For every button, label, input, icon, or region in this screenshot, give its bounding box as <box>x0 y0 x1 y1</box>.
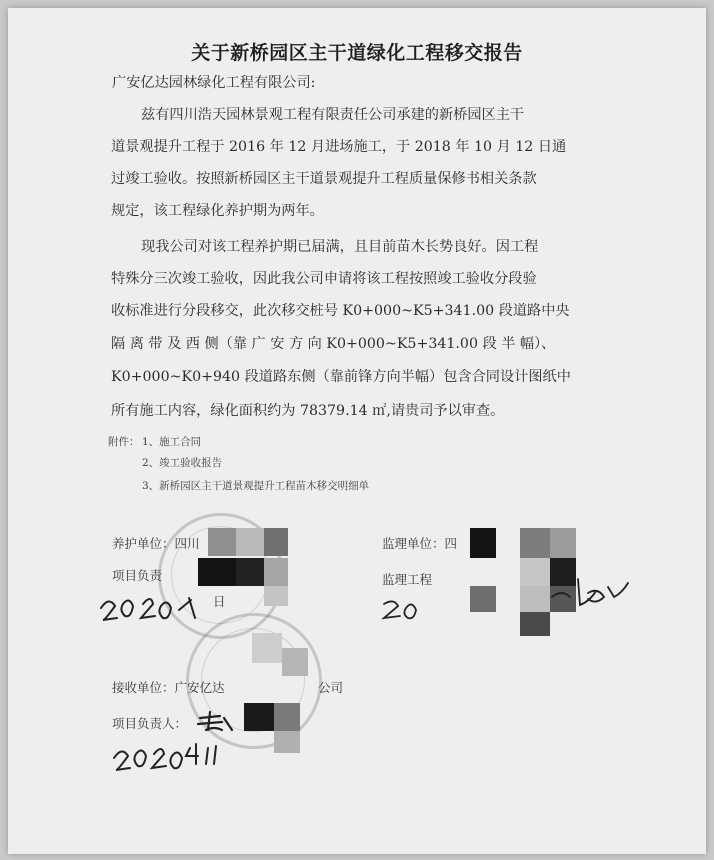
body-line: 规定，该工程绿化养护期为两年。 <box>111 203 324 219</box>
body-line: 过竣工验收。按照新桥园区主干道景观提升工程质量保修书相关条款 <box>111 171 537 187</box>
maintenance-unit-label: 养护单位：四川 <box>112 536 200 551</box>
body-line: 道景观提升工程于 2016 年 12 月进场施工，于 2018 年 10 月 12 日通 <box>111 139 567 155</box>
receiving-unit-suffix: 公司 <box>318 680 344 695</box>
document-title: 关于新桥园区主干道绿化工程移交报告 <box>191 42 523 64</box>
supervision-engineer-label: 监理工程 <box>382 572 433 587</box>
body-line: 所有施工内容，绿化面积约为 78379.14 ㎡,请贵司予以审查。 <box>111 403 505 419</box>
handwritten-date-signature <box>93 586 233 626</box>
handwritten-date-signature <box>108 738 248 778</box>
document-page <box>8 8 706 854</box>
attachment-item: 1、施工合同 <box>142 436 202 448</box>
recipient-line: 广安亿达园林绿化工程有限公司: <box>112 75 316 91</box>
body-line: 兹有四川浩天园林景观工程有限责任公司承建的新桥园区主干 <box>141 107 525 123</box>
handwritten-signature <box>548 573 638 613</box>
handwritten-signature <box>378 594 438 624</box>
body-line: 现我公司对该工程养护期已届满，且目前苗木长势良好。因工程 <box>141 239 539 255</box>
supervision-unit-label: 监理单位：四 <box>382 536 458 551</box>
attachment-item: 3、新桥园区主干道景观提升工程苗木移交明细单 <box>142 480 370 492</box>
receiving-unit-label: 接收单位：广安亿达 <box>112 680 225 695</box>
project-manager-label: 项目负责 <box>112 568 163 583</box>
body-line: 隔 离 带 及 西 侧（靠 广 安 方 向 K0+000~K5+341.00 段 半 幅）、 <box>111 336 556 352</box>
attachment-item: 2、竣工验收报告 <box>142 457 223 469</box>
project-manager-label: 项目负责人： <box>112 716 188 731</box>
handwritten-signature <box>194 708 244 738</box>
body-line: 收标准进行分段移交，此次移交桩号 K0+000~K5+341.00 段道路中央 <box>111 303 570 319</box>
attachments-label: 附件： <box>108 436 140 448</box>
date-fragment: 日 <box>213 594 226 609</box>
body-line: K0+000~K0+940 段道路东侧（靠前锋方向半幅）包含合同设计图纸中 <box>111 369 571 385</box>
body-line: 特殊分三次竣工验收，因此我公司申请将该工程按照竣工验收分段验 <box>111 271 537 287</box>
